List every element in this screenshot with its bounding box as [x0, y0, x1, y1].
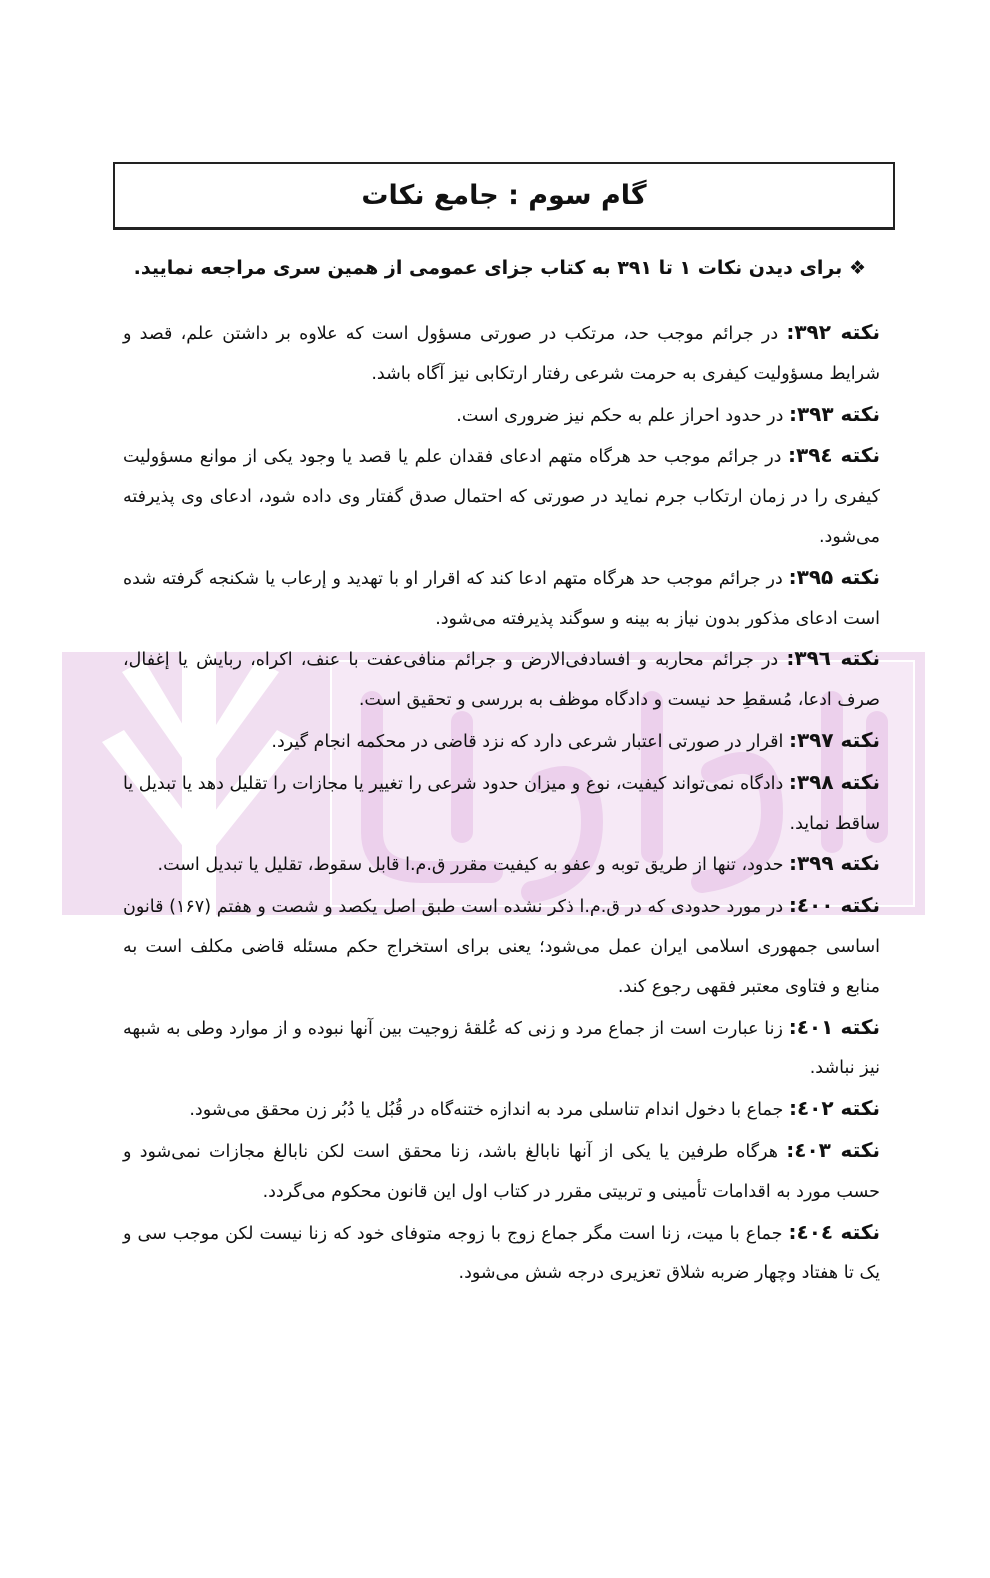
- note-label: نکته ۳۹۳:: [788, 401, 880, 426]
- note-item: [123, 763, 880, 845]
- note-label: نکته ۳۹٤:: [788, 443, 880, 468]
- note-label: نکته ۳۹۷:: [788, 727, 880, 752]
- note-text: در جرائم محاربه و افسادفی‌الارض و جرائم منافی‌عفت با عنف، اکراه، ربایش یا إغفال، صرف ادعا، مُسقطِ حد نیست و دادگاه موظف به بررسی و تحقیق است.: [123, 650, 880, 711]
- note-label: نکته ۳۹۸:: [788, 769, 880, 794]
- note-item: [123, 558, 880, 640]
- note-text: جماع با دخول اندام تناسلی مرد به اندازه ختنه‌گاه در قُبُل یا دُبُر زن محقق می‌شود.: [189, 1100, 784, 1121]
- note-item: [123, 639, 880, 721]
- note-item: [123, 436, 880, 557]
- note-item: [123, 313, 880, 395]
- note-label: نکته ٤۰۰:: [788, 893, 880, 918]
- intro-text: برای دیدن نکات ۱ تا ۳۹۱ به کتاب جزای عمومی از همین سری مراجعه نمایید.: [133, 257, 843, 279]
- note-label: نکته ۳۹۵:: [788, 564, 880, 589]
- intro-line: [133, 250, 866, 286]
- note-text: در جرائم موجب حد هرگاه متهم ادعای فقدان علم یا قصد یا وجود یکی از موانع مسؤولیت کیفری را در زمان ارتکاب جرم نماید در صورتی که احتمال صدق گفتار وی داده شود، ادعای وی پذیرفته می‌شود.: [123, 447, 880, 547]
- note-item: [123, 721, 880, 763]
- note-item: [123, 1008, 880, 1090]
- note-item: [123, 1089, 880, 1131]
- note-item: [123, 844, 880, 886]
- note-text: حدود، تنها از طریق توبه و عفو به کیفیت مقرر ق.م.ا قابل سقوط، تقلیل یا تبدیل است.: [157, 855, 784, 876]
- note-label: نکته ٤۰٤:: [788, 1219, 880, 1244]
- note-label: نکته ٤۰۳:: [786, 1137, 880, 1162]
- note-label: نکته ٤۰۱:: [788, 1014, 880, 1039]
- note-label: نکته ۳۹٦:: [786, 646, 880, 671]
- note-label: نکته ۳۹۹:: [788, 851, 880, 876]
- note-text: جماع با میت، زنا است مگر جماع زوج با زوجه متوفای خود که زنا نیست لکن موجب سی و یک تا هفتاد وچهار ضربه شلاق تعزیری درجه شش می‌شود.: [123, 1223, 880, 1284]
- note-label: نکته ۳۹۲:: [786, 320, 880, 344]
- note-text: در مورد حدودی که در ق.م.ا ذکر نشده است طبق اصل یکصد و شصت و هفتم (۱۶۷) قانون اساسی جمهوری اسلامی ایران عمل می‌شود؛ یعنی برای استخراج حکم مسئله قاضی مکلف است به منابع و فتاوی معتبر فقهی رجوع کند.: [123, 897, 880, 997]
- note-item: [123, 886, 880, 1007]
- bullet-icon: ❖: [848, 257, 866, 279]
- note-item: [123, 1213, 880, 1295]
- note-text: اقرار در صورتی اعتبار شرعی دارد که نزد قاضی در محکمه انجام گیرد.: [271, 731, 784, 752]
- note-text: هرگاه طرفین یا یکی از آنها نابالغ باشد، زنا محقق است لکن نابالغ مجازات نمی‌شود و حسب مورد به اقدامات تأمینی و تربیتی مقرر در کتاب اول این قانون محکوم می‌گردد.: [123, 1141, 880, 1202]
- note-text: دادگاه نمی‌تواند کیفیت، نوع و میزان حدود شرعی را تغییر یا مجازات را تقلیل دهد یا تبدیل یا ساقط نماید.: [123, 773, 880, 834]
- note-text: زنا عبارت است از جماع مرد و زنی که عُلقهٔ زوجیت بین آنها نبوده و از موارد وطی به شبهه نیز نباشد.: [123, 1018, 880, 1079]
- note-item: [123, 1131, 880, 1213]
- section-title-box: [113, 162, 895, 230]
- note-item: [123, 395, 880, 437]
- section-title: گام سوم : جامع نکات: [361, 180, 647, 211]
- note-text: در جرائم موجب حد، مرتکب در صورتی مسؤول است که علاوه بر داشتن علم، قصد و شرایط مسؤولیت کیفری به حرمت شرعی رفتار ارتکابی نیز آگاه باشد.: [123, 324, 880, 384]
- notes-list: [123, 313, 880, 1294]
- note-text: در حدود احراز علم به حکم نیز ضروری است.: [456, 405, 784, 426]
- note-label: نکته ٤۰۲:: [788, 1096, 880, 1121]
- note-text: در جرائم موجب حد هرگاه متهم ادعا کند که اقرار او با تهدید و إرعاب یا شکنجه گرفته شده است ادعای مذکور بدون نیاز به بینه و سوگند پذیرفته می‌شود.: [123, 568, 880, 629]
